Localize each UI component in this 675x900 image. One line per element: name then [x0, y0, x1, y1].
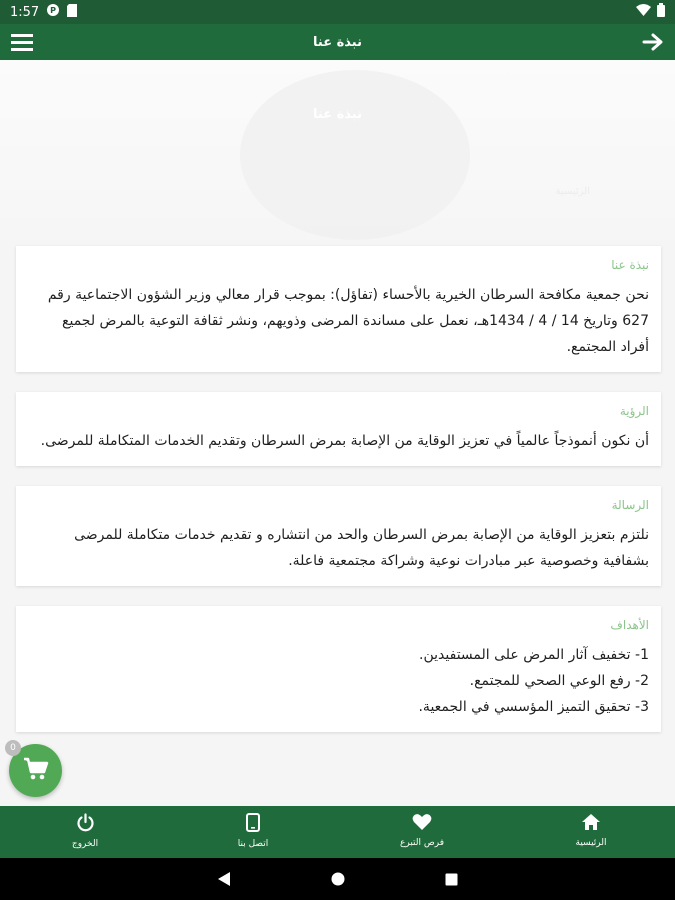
- hero-banner: [0, 60, 675, 240]
- app-notification-icon: [46, 3, 60, 21]
- nav-donate[interactable]: [377, 813, 467, 848]
- sys-home-icon[interactable]: [331, 872, 345, 886]
- menu-icon[interactable]: [10, 30, 34, 54]
- card-body: نحن جمعية مكافحة السرطان الخيرية بالأحساء (تفاؤل): بموجب قرار معالي وزير الشؤون الاجتماعية رقم 627 وتاريخ 14 / 4 / 1434هـ، نعمل على مساندة المرضى وذويهم، ونشر ثقافة التوعية بالمرض لجميع أفراد المجتمع.: [47, 287, 649, 355]
- heart-icon: [412, 813, 432, 835]
- hero-background-image: [240, 70, 470, 240]
- vision-card: [16, 392, 661, 466]
- list-item: 2- رفع الوعي الصحي للمجتمع.: [469, 673, 649, 689]
- card-title: الرؤية: [619, 404, 649, 418]
- breadcrumb[interactable]: الرئيسية: [555, 186, 590, 197]
- wifi-icon: [636, 4, 651, 20]
- list-item: 1- تخفيف آثار المرض على المستفيدين.: [419, 647, 649, 663]
- card-title: الأهداف: [610, 618, 649, 632]
- card-title: نبذة عنا: [611, 258, 649, 272]
- home-icon: [581, 813, 601, 835]
- back-arrow-icon[interactable]: [641, 30, 665, 54]
- mission-card: [16, 486, 661, 586]
- svg-text:P: P: [50, 6, 57, 15]
- goals-list: [30, 642, 649, 720]
- card-title: الرسالة: [611, 498, 649, 512]
- battery-icon: [657, 3, 665, 21]
- phone-icon: [246, 813, 260, 836]
- nav-contact-label: اتصل بنا: [237, 839, 269, 849]
- power-icon: [76, 813, 95, 836]
- hero-title: نبذة عنا: [313, 107, 362, 122]
- card-body: أن نكون أنموذجاً عالمياً في تعزيز الوقاية من الإصابة بمرض السرطان وتقديم الخدمات المتكاملة للمرضى.: [40, 433, 649, 449]
- about-card: [16, 246, 661, 372]
- sys-recents-icon[interactable]: [445, 873, 458, 886]
- goals-card: [16, 606, 661, 732]
- sd-card-icon: [67, 4, 77, 21]
- cart-badge: 0: [5, 740, 21, 756]
- bottom-nav: [0, 806, 675, 858]
- nav-logout-label: الخروج: [71, 839, 99, 849]
- list-item: 3- تحقيق التميز المؤسسي في الجمعية.: [418, 699, 649, 715]
- status-bar: [0, 0, 675, 24]
- app-bar: [0, 24, 675, 60]
- nav-logout[interactable]: [40, 813, 130, 849]
- card-body: نلتزم بتعزيز الوقاية من الإصابة بمرض السرطان والحد من انتشاره و تقديم خدمات متكاملة للمرضى بشفافية وخصوصية عبر مبادرات نوعية وشراكة مجتمعية فاعلة.: [74, 527, 649, 569]
- status-time: 1:57: [10, 4, 40, 20]
- status-left: [10, 3, 77, 21]
- nav-contact[interactable]: [208, 813, 298, 849]
- content-cards: [16, 246, 661, 752]
- status-right: [636, 3, 665, 21]
- sys-back-icon[interactable]: [217, 871, 231, 887]
- system-nav-bar: [0, 858, 675, 900]
- nav-home-label: الرئيسية: [575, 838, 607, 848]
- cart-icon: [23, 757, 49, 785]
- nav-home[interactable]: [546, 813, 636, 848]
- nav-donate-label: فرص التبرع: [399, 838, 445, 848]
- page-title: نبذة عنا: [313, 34, 362, 50]
